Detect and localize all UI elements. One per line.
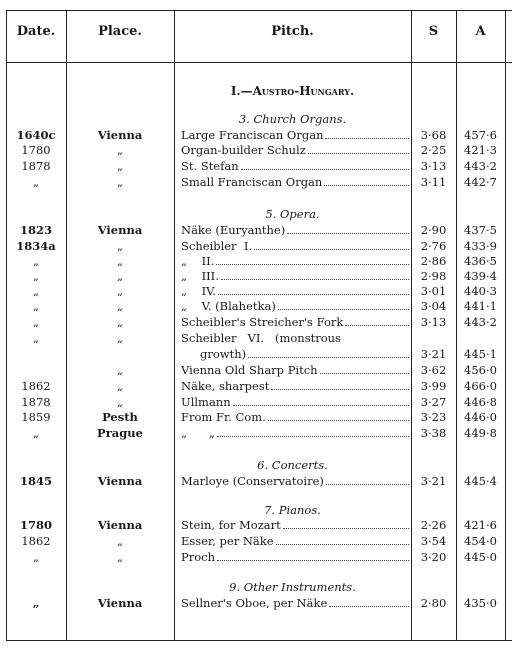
cell-place: „ [117, 284, 123, 298]
cell-s: 2·90 [420, 223, 447, 237]
dot-leader [276, 535, 409, 545]
header-place: Place. [98, 24, 142, 39]
cell-date: „ [33, 284, 39, 298]
cell-pitch-continued [200, 347, 409, 361]
cell-date: 1845 [19, 474, 52, 488]
cell-a: 441·1 [464, 299, 497, 313]
cell-pitch [181, 223, 409, 237]
section-title: 9. Other Instruments. [229, 580, 356, 594]
cell-place: Vienna [97, 128, 143, 142]
dot-leader [216, 255, 409, 265]
cell-pitch-text: Sellner's Oboe, per Näke [181, 596, 328, 610]
header-a: A [475, 24, 486, 39]
cell-date: „ [32, 596, 40, 610]
cell-pitch [181, 315, 409, 329]
cell-pitch-text: growth) [200, 347, 247, 361]
cell-pitch [181, 596, 409, 610]
cell-place: „ [117, 175, 123, 189]
date-place-divider [66, 10, 67, 641]
cell-pitch [181, 128, 409, 142]
cell-place: „ [117, 239, 123, 253]
cell-pitch [181, 269, 409, 283]
cell-pitch [181, 254, 409, 268]
cell-place: Vienna [97, 518, 143, 532]
cell-a: 445·4 [464, 474, 497, 488]
cell-pitch-text: Scheibler I. [181, 239, 253, 253]
cell-place: „ [117, 269, 123, 283]
cell-place: Pesth [102, 410, 138, 424]
cell-s: 3·13 [420, 159, 447, 173]
cell-place: „ [117, 395, 123, 409]
cell-pitch [181, 474, 409, 488]
cell-s: 2·86 [420, 254, 447, 268]
cell-pitch [181, 299, 409, 313]
cell-place: „ [117, 331, 123, 345]
dot-leader [217, 551, 409, 561]
cell-a: 437·5 [464, 223, 497, 237]
cell-a: 446·8 [464, 395, 497, 409]
section-title: 5. Opera. [265, 207, 320, 221]
cell-pitch-text: „ V. (Blahetka) [181, 299, 276, 313]
cell-pitch-text: St. Stefan [181, 159, 239, 173]
cell-pitch [181, 550, 409, 564]
cell-date: „ [33, 269, 39, 283]
cell-pitch-text: From Fr. Com. [181, 410, 266, 424]
cell-a: 442·7 [464, 175, 497, 189]
cell-date: „ [33, 254, 39, 268]
cell-pitch-text: Stein, for Mozart [181, 518, 281, 532]
cell-place: „ [117, 550, 123, 564]
cell-date: „ [33, 550, 39, 564]
dot-leader [326, 475, 409, 485]
cell-date: 1859 [21, 410, 51, 424]
cell-place: Prague [97, 426, 143, 440]
cell-pitch [181, 143, 409, 157]
cell-s: 3·54 [420, 534, 447, 548]
cell-a: 440·3 [464, 284, 497, 298]
cell-a: 443·2 [464, 315, 497, 329]
cell-pitch-text: „ III. [181, 269, 219, 283]
right-border [505, 10, 506, 641]
cell-s: 2·80 [420, 596, 447, 610]
cell-a: 443·2 [464, 159, 497, 173]
cell-pitch [181, 426, 409, 440]
cell-pitch-text: Large Franciscan Organ [181, 128, 324, 142]
cell-a: 466·0 [464, 379, 497, 393]
cell-a: 449·8 [464, 426, 497, 440]
dot-leader [278, 300, 409, 310]
dot-leader [271, 380, 409, 390]
cell-date: 1780 [21, 143, 51, 157]
dot-leader [254, 240, 409, 250]
cell-s: 2·76 [420, 239, 447, 253]
cell-date: 1834a [16, 239, 56, 253]
dot-leader [324, 176, 409, 186]
cell-pitch [181, 534, 409, 548]
cell-place: Vienna [97, 474, 143, 488]
cell-s: 3·68 [420, 128, 447, 142]
cell-pitch [181, 410, 409, 424]
cell-s: 3·13 [420, 315, 447, 329]
cell-a: 435·0 [464, 596, 497, 610]
cell-pitch-text: Scheibler's Streicher's Fork [181, 315, 344, 329]
dot-leader [241, 160, 409, 170]
cell-date: 1878 [21, 159, 51, 173]
cell-s: 3·21 [420, 474, 447, 488]
cell-place: „ [117, 299, 123, 313]
country-heading: I.—Austro-Hungary. [230, 84, 355, 98]
cell-pitch-text: Small Franciscan Organ [181, 175, 323, 189]
cell-a: 446·0 [464, 410, 497, 424]
header-date: Date. [16, 24, 56, 39]
cell-pitch-text: „ „ [181, 426, 215, 440]
cell-place: „ [117, 379, 123, 393]
cell-a: 421·3 [464, 143, 497, 157]
dot-leader [217, 427, 409, 437]
cell-pitch-text: Ullmann [181, 395, 231, 409]
cell-a: 457·6 [464, 128, 497, 142]
cell-pitch [181, 395, 409, 409]
pitch-s-divider [411, 10, 412, 641]
cell-a: 421·6 [464, 518, 497, 532]
cell-s: 2·25 [420, 143, 447, 157]
dot-leader [283, 519, 409, 529]
dot-leader [218, 285, 409, 295]
cell-a: 439·4 [464, 269, 497, 283]
cell-date: 1640c [16, 128, 56, 142]
cell-pitch [181, 239, 409, 253]
cell-s: 3·62 [420, 363, 447, 377]
cell-pitch-text: Marloye (Conservatoire) [181, 474, 324, 488]
cell-s: 3·01 [420, 284, 447, 298]
cell-pitch-text: „ II. [181, 254, 215, 268]
place-pitch-divider [174, 10, 175, 641]
table-bottom-rule [6, 640, 512, 641]
left-border [6, 10, 7, 641]
section-title: 7. Pianos. [264, 503, 321, 517]
cell-a: 445·1 [464, 347, 497, 361]
cell-pitch [181, 175, 409, 189]
cell-date: „ [33, 299, 39, 313]
dot-leader [287, 224, 409, 234]
cell-date: „ [33, 426, 39, 440]
dot-leader [268, 411, 409, 421]
cell-a: 445·0 [464, 550, 497, 564]
cell-date: „ [33, 315, 39, 329]
cell-date: 1862 [21, 379, 51, 393]
cell-pitch [181, 159, 409, 173]
dot-leader [329, 597, 409, 607]
dot-leader [308, 144, 409, 154]
s-a-divider [456, 10, 457, 641]
cell-s: 3·04 [420, 299, 447, 313]
cell-pitch [181, 363, 409, 377]
cell-place: „ [117, 534, 123, 548]
dot-leader [325, 129, 409, 139]
dot-leader [345, 316, 409, 326]
cell-pitch-text: „ IV. [181, 284, 217, 298]
table-top-rule [6, 10, 512, 11]
cell-pitch-text: Proch [181, 550, 216, 564]
cell-date: 1823 [19, 223, 52, 237]
cell-s: 3·27 [420, 395, 447, 409]
cell-pitch [181, 379, 409, 393]
cell-pitch-text: Esser, per Näke [181, 534, 274, 548]
header-pitch: Pitch. [271, 24, 314, 39]
cell-a: 433·9 [464, 239, 497, 253]
cell-date: 1780 [19, 518, 52, 532]
cell-a: 456·0 [464, 363, 497, 377]
cell-s: 3·11 [420, 175, 447, 189]
cell-date: „ [33, 175, 39, 189]
cell-pitch-text: Scheibler VI. (monstrous [181, 331, 341, 345]
header-s: S [428, 24, 439, 39]
cell-s: 3·38 [420, 426, 447, 440]
cell-s: 3·23 [420, 410, 447, 424]
dot-leader [221, 270, 409, 280]
cell-pitch-text: Näke, sharpest [181, 379, 270, 393]
section-title: 6. Concerts. [257, 458, 328, 472]
cell-date: 1878 [21, 395, 51, 409]
cell-place: Vienna [97, 596, 143, 610]
cell-pitch [181, 331, 409, 345]
cell-pitch-text: Vienna Old Sharp Pitch [181, 363, 318, 377]
cell-a: 454·0 [464, 534, 497, 548]
dot-leader [320, 364, 409, 374]
cell-s: 3·99 [420, 379, 447, 393]
cell-pitch [181, 518, 409, 532]
cell-place: Vienna [97, 223, 143, 237]
cell-place: „ [117, 315, 123, 329]
cell-place: „ [117, 254, 123, 268]
cell-s: 2·98 [420, 269, 447, 283]
cell-place: „ [117, 363, 123, 377]
section-title: 3. Church Organs. [238, 112, 347, 126]
dot-leader [233, 396, 409, 406]
cell-pitch [181, 284, 409, 298]
header-bottom-rule [6, 62, 512, 63]
cell-date: 1862 [21, 534, 51, 548]
cell-place: „ [117, 143, 123, 157]
dot-leader [248, 348, 409, 358]
cell-date: „ [33, 331, 39, 345]
cell-pitch-text: Näke (Euryanthe) [181, 223, 286, 237]
cell-s: 3·20 [420, 550, 447, 564]
cell-pitch-text: Organ-builder Schulz [181, 143, 306, 157]
cell-place: „ [117, 159, 123, 173]
cell-s: 3·21 [420, 347, 447, 361]
cell-a: 436·5 [464, 254, 497, 268]
cell-s: 2·26 [420, 518, 447, 532]
